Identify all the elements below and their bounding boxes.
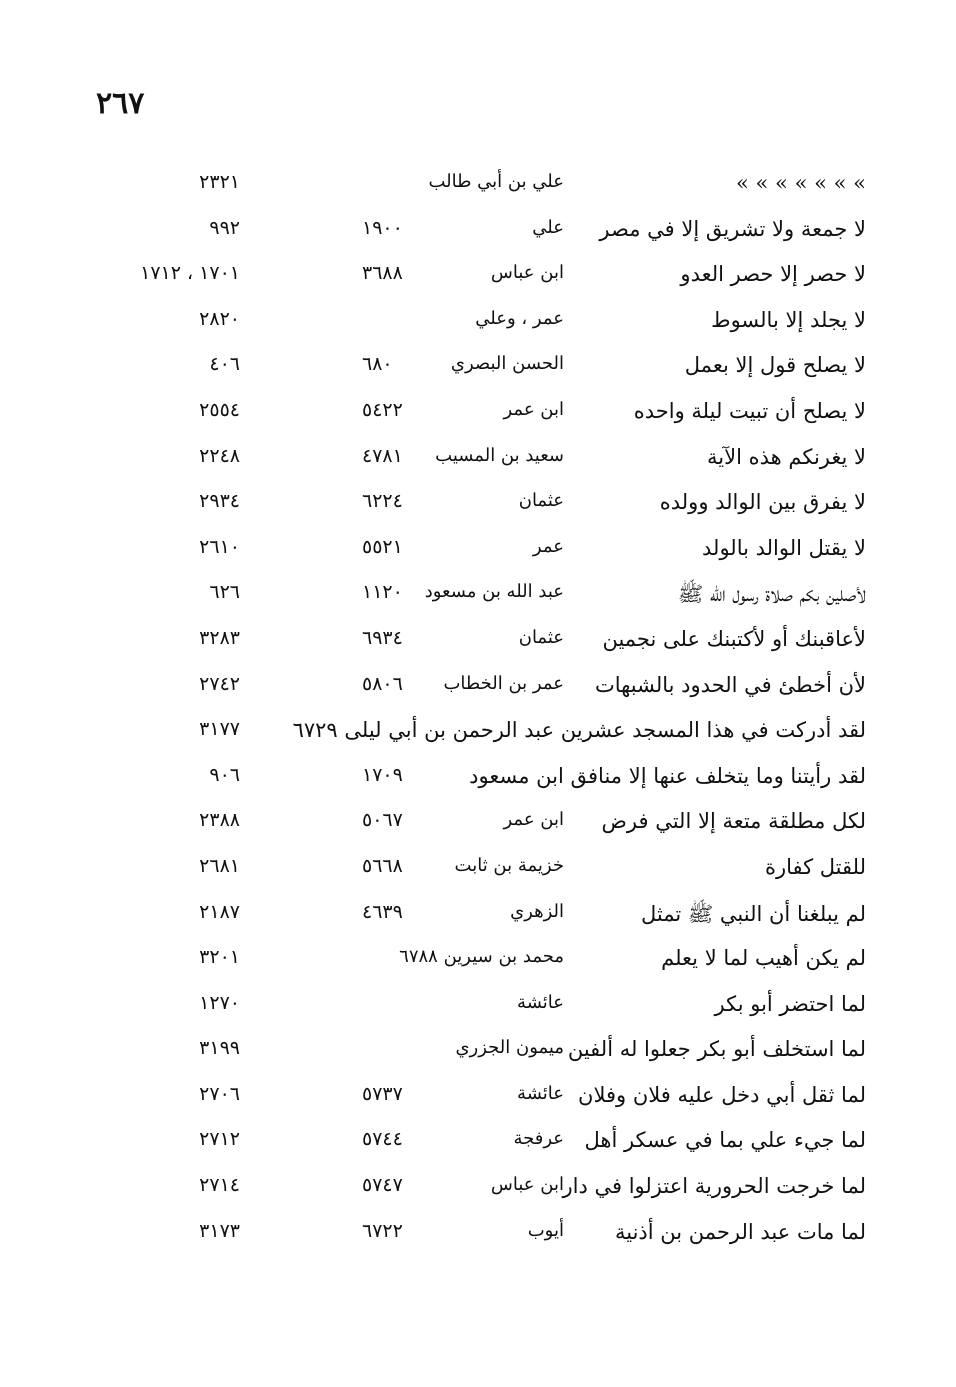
index-row bbox=[0, 849, 956, 895]
page-reference: ٢٣٢١ bbox=[199, 171, 240, 193]
reference-number: ١٧٠٩ bbox=[362, 763, 403, 786]
narrator: عائشة bbox=[517, 991, 564, 1013]
narrator: عرفجة bbox=[513, 1128, 564, 1150]
reference-number: ١٩٠٠ bbox=[362, 216, 403, 239]
reference-number: ٥٨٠٦ bbox=[362, 672, 403, 695]
hadith-text: » » » » » » » bbox=[736, 171, 866, 195]
page-reference: ١٧٠١ ، ١٧١٢ bbox=[140, 262, 240, 285]
page-reference: ٢٣٨٨ bbox=[199, 809, 240, 832]
index-table bbox=[0, 165, 956, 1259]
narrator: الحسن البصري bbox=[450, 353, 564, 375]
page-reference: ٢٦٨١ bbox=[199, 854, 240, 877]
narrator: عبد الله بن مسعود bbox=[424, 581, 564, 603]
hadith-text: لا يغرنكم هذه الآية bbox=[707, 444, 866, 469]
page-reference: ٤٠٦ bbox=[209, 353, 240, 376]
page-reference: ٣١٧٧ bbox=[199, 718, 240, 741]
page-reference: ٢٧١٤ bbox=[199, 1174, 240, 1197]
hadith-text: لا يصلح قول إلا بعمل bbox=[684, 353, 866, 378]
narrator: خزيمة بن ثابت bbox=[454, 854, 564, 876]
reference-number: ٦٧٢٢ bbox=[362, 1219, 403, 1242]
index-row bbox=[0, 1122, 956, 1168]
narrator: ابن عباس bbox=[490, 262, 564, 284]
hadith-text: لأن أخطئ في الحدود بالشبهات bbox=[594, 672, 866, 697]
narrator: عمر ، وعلي bbox=[475, 307, 564, 329]
reference-number: ٦٢٢٤ bbox=[362, 490, 403, 513]
hadith-text: لا يقتل الوالد بالولد bbox=[702, 535, 866, 560]
narrator: سعيد بن المسيب bbox=[435, 444, 564, 466]
index-row bbox=[0, 1168, 956, 1214]
reference-number: ٦٨٠ bbox=[362, 353, 393, 376]
page-reference: ٢٢٤٨ bbox=[199, 444, 240, 467]
hadith-text: لا يفرق بين الوالد وولده bbox=[659, 490, 866, 515]
index-row bbox=[0, 940, 956, 986]
page-reference: ٢٧٤٢ bbox=[199, 672, 240, 695]
index-row bbox=[0, 758, 956, 804]
narrator: ابن عمر bbox=[503, 398, 564, 420]
page-reference: ٦٢٦ bbox=[209, 581, 240, 604]
narrator: عثمان bbox=[518, 490, 564, 512]
index-row bbox=[0, 803, 956, 849]
index-row bbox=[0, 1077, 956, 1123]
page-reference: ٣١٧٣ bbox=[199, 1219, 240, 1242]
page-reference: ٣١٩٩ bbox=[199, 1037, 240, 1060]
index-row bbox=[0, 347, 956, 393]
hadith-text: لم يكن أهيب لما لا يعلم bbox=[661, 946, 866, 971]
narrator: علي bbox=[532, 216, 564, 238]
narrator: عمر bbox=[532, 535, 564, 557]
narrator: علي بن أبي طالب bbox=[428, 171, 564, 192]
index-row bbox=[0, 895, 956, 941]
reference-number: ٤٦٣٩ bbox=[362, 900, 403, 923]
page-reference: ٢٩٣٤ bbox=[199, 490, 240, 513]
reference-number: ٥٠٦٧ bbox=[362, 809, 403, 832]
index-row bbox=[0, 1214, 956, 1260]
index-row bbox=[0, 530, 956, 576]
hadith-text: لا يجلد إلا بالسوط bbox=[711, 307, 866, 332]
narrator: ابن عمر bbox=[503, 809, 564, 831]
page-reference: ٢٥٥٤ bbox=[199, 398, 240, 421]
hadith-text: لا يصلح أن تبيت ليلة واحده bbox=[633, 398, 866, 423]
hadith-text: لما ثقل أبي دخل عليه فلان وفلان bbox=[578, 1082, 866, 1107]
hadith-text: لقد أدركت في هذا المسجد عشرين عبد الرحمن بن أبي ليلى ٦٧٢٩ bbox=[292, 718, 866, 743]
index-row bbox=[0, 302, 956, 348]
hadith-text: لما استخلف أبو بكر جعلوا له ألفين bbox=[567, 1037, 866, 1062]
hadith-text: لأصلين بكم صلاة رسول الله ﷺ bbox=[677, 582, 866, 607]
index-row bbox=[0, 165, 956, 211]
index-row bbox=[0, 986, 956, 1032]
hadith-text: لكل مطلقة متعة إلا التي فرض bbox=[601, 809, 866, 834]
page-reference: ٢٨٢٠ bbox=[199, 307, 240, 330]
reference-number: ٦٩٣٤ bbox=[362, 626, 403, 649]
narrator: ابن عباس bbox=[490, 1174, 564, 1196]
page-number: ٢٦٧ bbox=[96, 86, 145, 121]
hadith-text: لما جيء علي بما في عسكر أهل bbox=[584, 1128, 866, 1153]
index-row bbox=[0, 256, 956, 302]
reference-number: ٤٧٨١ bbox=[362, 444, 403, 467]
index-row bbox=[0, 393, 956, 439]
index-row bbox=[0, 439, 956, 485]
index-row bbox=[0, 667, 956, 713]
page-reference: ٩٩٢ bbox=[209, 216, 240, 239]
page-reference: ٢١٨٧ bbox=[199, 900, 240, 923]
index-row bbox=[0, 712, 956, 758]
hadith-text: لما احتضر أبو بكر bbox=[714, 991, 866, 1016]
index-row bbox=[0, 575, 956, 621]
hadith-text: لأعاقبنك أو لأكتبنك على نجمين bbox=[602, 626, 866, 651]
reference-number: ٣٦٨٨ bbox=[362, 262, 403, 285]
narrator: ميمون الجزري bbox=[455, 1037, 564, 1059]
narrator: عثمان bbox=[518, 626, 564, 648]
hadith-text: لا حصر إلا حصر العدو bbox=[680, 262, 866, 287]
hadith-text: لقد رأيتنا وما يتخلف عنها إلا منافق ابن مسعود bbox=[469, 763, 866, 788]
reference-number: ٥٦٦٨ bbox=[362, 854, 403, 877]
page-reference: ٣٢٠١ bbox=[199, 946, 240, 969]
page-reference: ٣٢٨٣ bbox=[199, 626, 240, 649]
narrator: الزهري bbox=[510, 900, 564, 922]
index-row bbox=[0, 1031, 956, 1077]
index-row bbox=[0, 484, 956, 530]
reference-number: ٥٧٤٤ bbox=[362, 1128, 403, 1151]
hadith-text: لم يبلغنا أن النبي ﷺ تمثل bbox=[640, 901, 866, 926]
hadith-text: للقتل كفارة bbox=[764, 854, 866, 879]
narrator: عمر بن الخطاب bbox=[443, 672, 564, 694]
hadith-text: لما مات عبد الرحمن بن أذنية bbox=[614, 1219, 866, 1244]
page-reference: ٩٠٦ bbox=[209, 763, 240, 786]
index-row bbox=[0, 211, 956, 257]
hadith-text: لما خرجت الحرورية اعتزلوا في دار bbox=[562, 1174, 866, 1199]
page-reference: ٢٧١٢ bbox=[199, 1128, 240, 1151]
reference-number: ٥٤٢٢ bbox=[362, 398, 403, 421]
hadith-text: لا جمعة ولا تشريق إلا في مصر bbox=[599, 216, 866, 241]
reference-number: ٥٧٤٧ bbox=[362, 1174, 403, 1197]
reference-number: ٥٥٢١ bbox=[362, 535, 403, 558]
reference-number: ٥٧٣٧ bbox=[362, 1082, 403, 1105]
narrator: عائشة bbox=[517, 1082, 564, 1104]
narrator: أيوب bbox=[527, 1219, 564, 1241]
page-reference: ٢٦١٠ bbox=[199, 535, 240, 558]
narrator: محمد بن سيرين ٦٧٨٨ bbox=[399, 946, 564, 968]
reference-number: ١١٢٠ bbox=[362, 581, 403, 604]
page-reference: ٢٧٠٦ bbox=[199, 1082, 240, 1105]
page-reference: ١٢٧٠ bbox=[199, 991, 240, 1014]
index-row bbox=[0, 621, 956, 667]
